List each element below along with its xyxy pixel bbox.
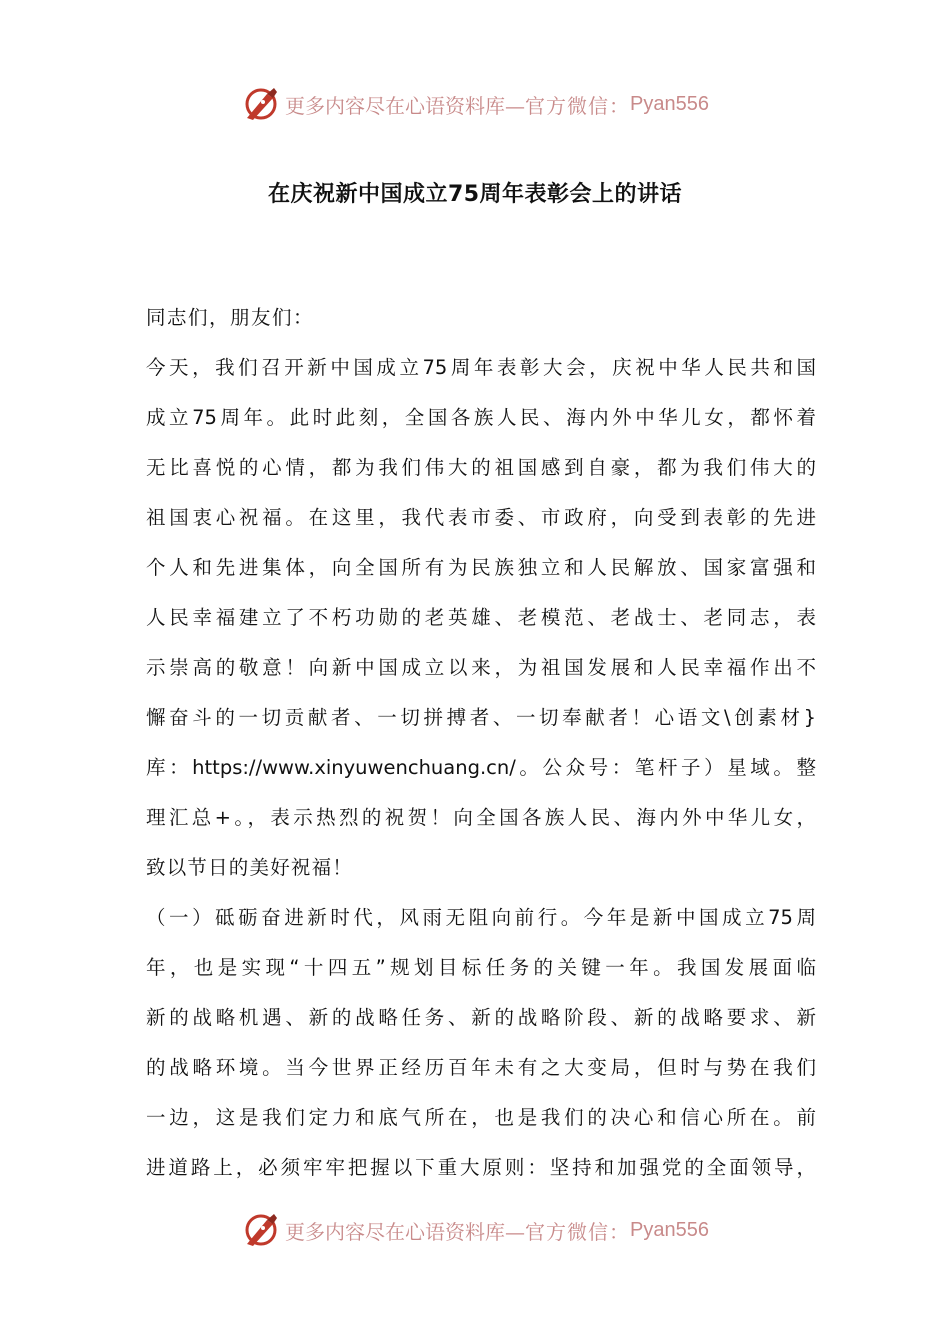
document-title: 在庆祝新中国成立75周年表彰会上的讲话 — [267, 182, 683, 207]
paragraph-line: 个人和先进集体，向全国所有为民族独立和人民解放、国家富强和 — [146, 556, 816, 579]
paragraph-line: 同志们，朋友们： — [146, 306, 315, 329]
paragraph-line: 成立75周年。此时此刻，全国各族人民、海内外中华儿女，都怀着 — [146, 406, 816, 429]
paragraph-line: 祖国衷心祝福。在这里，我代表市委、市政府，向受到表彰的先进 — [146, 506, 816, 529]
wechat-id: Pyan556 — [630, 92, 709, 115]
paragraph-line: 懈奋斗的一切贡献者、一切拼搏者、一切奉献者！心语文\创素材} — [146, 706, 816, 729]
footer-banner — [0, 1208, 950, 1252]
paragraph-line: 今天，我们召开新中国成立75周年表彰大会，庆祝中华人民共和国 — [146, 356, 816, 379]
document-body — [146, 299, 816, 1199]
paragraph-line: 一边，这是我们定力和底气所在，也是我们的决心和信心所在。前 — [146, 1106, 816, 1129]
header-banner — [0, 82, 950, 126]
paragraph-line: （一）砥砺奋进新时代，风雨无阻向前行。今年是新中国成立75周 — [146, 906, 816, 929]
wechat-label: 官方微信： — [525, 93, 631, 118]
paragraph-line: 无比喜悦的心情，都为我们伟大的祖国感到自豪，都为我们伟大的 — [146, 456, 816, 479]
site-slogan: 更多内容尽在心语资料库— — [285, 93, 526, 118]
paragraph-line: 进道路上，必须牢牢把握以下重大原则：坚持和加强党的全面领导， — [146, 1156, 816, 1179]
site-slogan: 更多内容尽在心语资料库— — [285, 1219, 526, 1244]
paragraph-line: 理汇总+。，表示热烈的祝贺！向全国各族人民、海内外中华儿女， — [146, 806, 816, 829]
paragraph-line: 示崇高的敬意！向新中国成立以来，为祖国发展和人民幸福作出不 — [146, 656, 816, 679]
paragraph-line: 人民幸福建立了不朽功勋的老英雄、老模范、老战士、老同志，表 — [146, 606, 816, 629]
paragraph-line: 致以节日的美好祝福！ — [146, 856, 354, 879]
wechat-label: 官方微信： — [525, 1219, 631, 1244]
paragraph-line: 年，也是实现“十四五”规划目标任务的关键一年。我国发展面临 — [146, 956, 816, 979]
wechat-id: Pyan556 — [630, 1218, 709, 1241]
pen-nib-logo-icon — [241, 1210, 281, 1250]
pen-nib-logo-icon — [241, 84, 281, 124]
paragraph-line: 新的战略机遇、新的战略任务、新的战略阶段、新的战略要求、新 — [146, 1006, 816, 1029]
paragraph-line: 库：https://www.xinyuwenchuang.cn/。公众号：笔杆子）星域。整 — [146, 756, 816, 779]
paragraph-line: 的战略环境。当今世界正经历百年未有之大变局，但时与势在我们 — [146, 1056, 816, 1079]
